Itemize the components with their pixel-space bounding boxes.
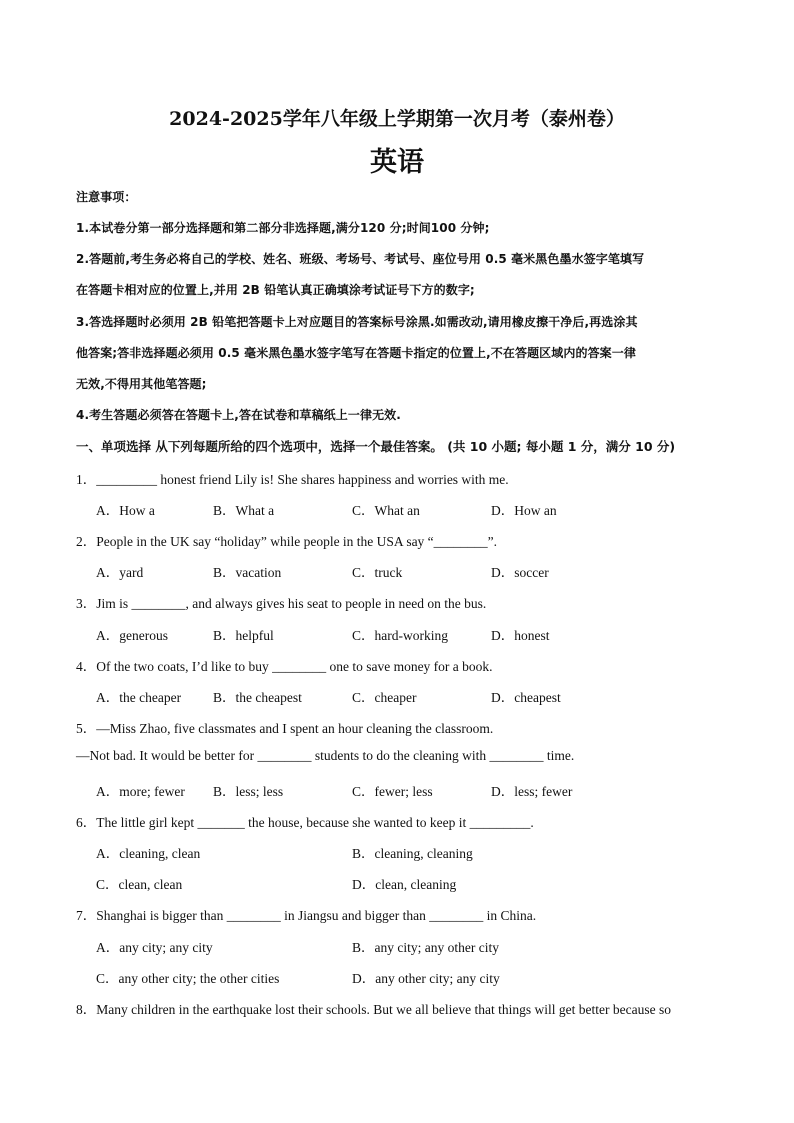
option-a: A．cleaning, clean (96, 846, 201, 861)
option-a: A．generous (96, 628, 168, 643)
notice-line: 2.答题前,考生务必将自己的学校、姓名、班级、考场号、考试号、座位号用 0.5 毫米黑色墨水签字笔填写 (76, 252, 645, 266)
notice-line: 无效,不得用其他笔答题; (76, 377, 207, 391)
question-stem: 2．People in the UK say “holiday” while people in the USA say “________”. (76, 534, 498, 549)
option-d: D．cheapest (491, 690, 561, 705)
notice-heading: 注意事项： (76, 190, 137, 204)
question-stem: 6．The little girl kept _______ the house, because she wanted to keep it _________. (76, 815, 534, 830)
option-b: B．cleaning, cleaning (352, 846, 473, 861)
option-d: D．clean, cleaning (352, 877, 457, 892)
notice-line: 1.本试卷分第一部分选择题和第二部分非选择题,满分120 分;时间100 分钟; (76, 221, 490, 235)
question-stem-line2: —Not bad. It would be better for ________ students to do the cleaning with ________ time. (76, 748, 575, 763)
option-c: C．clean, clean (96, 877, 183, 892)
option-b: B．helpful (213, 628, 274, 643)
option-d: D．soccer (491, 565, 549, 580)
notice-line: 4.考生答题必须答在答题卡上,答在试卷和草稿纸上一律无效. (76, 408, 401, 422)
option-b: B．vacation (213, 565, 282, 580)
notice-line: 在答题卡相对应的位置上,并用 2B 铅笔认真正确填涂考试证号下方的数字; (76, 283, 475, 297)
option-c: C．any other city; the other cities (96, 971, 280, 986)
option-a: A．the cheaper (96, 690, 182, 705)
subject-title: 英语 (370, 147, 424, 178)
option-c: C．hard-working (352, 628, 448, 643)
option-d: D．less; fewer (491, 784, 573, 799)
section-heading: 一、单项选择 从下列每题所给的四个选项中，选择一个最佳答案。 (共 10 小题; 每小题 1 分，满分 10 分) (76, 439, 676, 454)
notice-line: 3.答选择题时必须用 2B 铅笔把答题卡上对应题目的答案标号涂黑.如需改动,请用橡皮擦干净后,再选涂其 (76, 315, 638, 329)
option-a: A．any city; any city (96, 940, 213, 955)
option-a: A．more; fewer (96, 784, 185, 799)
option-d: D．any other city; any city (352, 971, 500, 986)
option-b: B．What a (213, 503, 275, 518)
option-b: B．less; less (213, 784, 284, 799)
question-stem: 5．—Miss Zhao, five classmates and I spent an hour cleaning the classroom. (76, 721, 494, 736)
option-c: C．What an (352, 503, 420, 518)
option-a: A．How a (96, 503, 155, 518)
question-stem: 3．Jim is ________, and always gives his seat to people in need on the bus. (76, 596, 487, 611)
question-stem: 1．_________ honest friend Lily is! She shares happiness and worries with me. (76, 472, 509, 487)
question-stem: 7．Shanghai is bigger than ________ in Jiangsu and bigger than ________ in China. (76, 908, 537, 923)
exam-title: 2024-2025学年八年级上学期第一次月考（泰州卷） (169, 108, 625, 130)
option-d: D．honest (491, 628, 550, 643)
option-c: C．cheaper (352, 690, 417, 705)
question-stem: 4．Of the two coats, I’d like to buy ________ one to save money for a book. (76, 659, 493, 674)
option-d: D．How an (491, 503, 557, 518)
notice-line: 他答案;答非选择题必须用 0.5 毫米黑色墨水签字笔写在答题卡指定的位置上,不在答题区域内的答案一律 (76, 346, 636, 360)
option-c: C．fewer; less (352, 784, 433, 799)
option-a: A．yard (96, 565, 144, 580)
question-stem: 8．Many children in the earthquake lost their schools. But we all believe that things will get better because so (76, 1002, 671, 1017)
option-b: B．the cheapest (213, 690, 302, 705)
option-b: B．any city; any other city (352, 940, 499, 955)
option-c: C．truck (352, 565, 403, 580)
